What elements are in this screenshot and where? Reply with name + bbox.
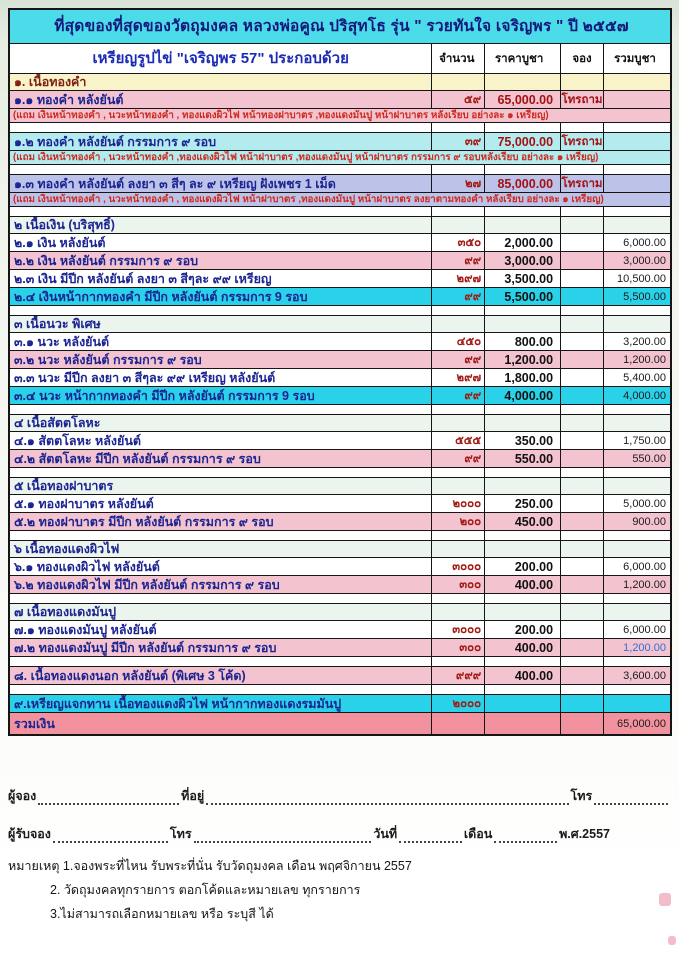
item-total: 550.00	[632, 453, 666, 465]
spacer-row	[10, 593, 670, 603]
item-qty: ๓๙	[432, 133, 485, 150]
pink-smudge-mark	[668, 936, 676, 945]
item-row	[10, 694, 670, 712]
bonus-note: (แถม เงินหน้าทองคำ , นวะหน้าทองคำ , ทองแดงผิวไฟ หน้าฝาบาตร ,ทองแดงมันปู หน้าฝาบาตร ลงยาตามทองคำ หลังเรียบ อย่างละ ๑ เหรียญ)	[13, 194, 604, 205]
item-qty: ๒๙๗	[432, 270, 485, 287]
orderer-line	[8, 786, 670, 806]
column-header-price: ราคาบูชา	[485, 44, 561, 73]
item-qty: ๒๙๗	[432, 369, 485, 386]
item-row	[10, 557, 670, 575]
section-row	[10, 315, 670, 332]
item-desc: ๒.๑ เงิน หลังยันต์	[10, 234, 432, 251]
item-price: 200.00	[485, 621, 561, 638]
note-row	[10, 192, 670, 206]
grand-total-value: 65,000.00	[617, 718, 666, 730]
receiver-line	[8, 824, 670, 844]
item-row	[10, 174, 670, 192]
item-row	[10, 350, 670, 368]
item-row	[10, 575, 670, 593]
receiver-phone-fill-line	[194, 828, 372, 843]
item-row	[10, 233, 670, 251]
item-price: 2,000.00	[485, 234, 561, 251]
item-price: 250.00	[485, 495, 561, 512]
item-qty: ๒๐๐๐	[432, 695, 485, 712]
grand-total-label: รวมเงิน	[10, 713, 432, 734]
item-reserve	[561, 333, 604, 350]
item-row	[10, 90, 670, 108]
section-title: ๒ เนื้อเงิน (บริสุทธิ์)	[10, 217, 432, 233]
column-header-reserve: จอง	[561, 44, 604, 73]
section-title: ๖ เนื้อทองแดงผิวไฟ	[10, 541, 432, 557]
item-total	[604, 175, 670, 192]
item-qty: ๕๕๕	[432, 432, 485, 449]
item-desc: ๔.๑ สัตตโลหะ หลังยันต์	[10, 432, 432, 449]
item-qty: ๓๕๐	[432, 234, 485, 251]
item-qty: ๔๕๐	[432, 333, 485, 350]
item-total: 6,000.00	[623, 561, 666, 573]
item-qty: ๓๐๐	[432, 576, 485, 593]
item-reserve: โทรถาม	[561, 91, 604, 108]
item-row	[10, 494, 670, 512]
item-reserve: โทรถาม	[561, 133, 604, 150]
item-total	[604, 695, 670, 712]
item-reserve	[561, 621, 604, 638]
item-qty: ๙๙	[432, 252, 485, 269]
item-reserve	[561, 558, 604, 575]
item-reserve	[561, 369, 604, 386]
item-qty: ๓๐๐	[432, 639, 485, 656]
item-price: 3,000.00	[485, 252, 561, 269]
form-title-bar	[10, 10, 670, 43]
item-reserve	[561, 432, 604, 449]
item-price: 200.00	[485, 558, 561, 575]
note-row	[10, 108, 670, 122]
item-reserve	[561, 450, 604, 467]
item-row	[10, 132, 670, 150]
item-price: 400.00	[485, 667, 561, 684]
item-desc: ๙.เหรียญแจกทาน เนื้อทองแดงผิวไฟ หน้ากากทองแดงรมมันปู	[10, 695, 432, 712]
item-total: 6,000.00	[623, 624, 666, 636]
item-desc: ๓.๓ นวะ มีปีก ลงยา ๓ สีๆละ ๙๙ เหรียญ หลังยันต์	[10, 369, 432, 386]
month-label: เดือน	[463, 827, 493, 841]
column-header-total: รวมบูชา	[614, 53, 656, 65]
item-qty: ๙๙	[432, 387, 485, 404]
column-header-qty: จำนวน	[432, 44, 485, 73]
item-desc: ๘. เนื้อทองแดงนอก หลังยันต์ (พิเศษ 3 โค้ด)	[10, 667, 432, 684]
item-desc: ๑.๒ ทองคำ หลังยันต์ กรรมการ ๙ รอบ	[10, 133, 432, 150]
note-row	[10, 150, 670, 164]
column-header-product: เหรียญรูปไข่ "เจริญพร 57" ประกอบด้วย	[10, 44, 432, 73]
item-desc: ๖.๑ ทองแดงผิวไฟ หลังยันต์	[10, 558, 432, 575]
table-header-row	[10, 43, 670, 73]
item-row	[10, 666, 670, 684]
date-fill-line	[399, 828, 462, 843]
item-reserve	[561, 576, 604, 593]
item-total: 5,500.00	[623, 291, 666, 303]
item-total: 900.00	[632, 516, 666, 528]
item-desc: ๕.๑ ทองฝาบาตร หลังยันต์	[10, 495, 432, 512]
item-price: 75,000.00	[485, 133, 561, 150]
spacer-row	[10, 656, 670, 666]
item-reserve	[561, 270, 604, 287]
item-qty: ๒๐๐๐	[432, 495, 485, 512]
item-reserve	[561, 667, 604, 684]
orderer-label: ผู้จอง	[8, 789, 37, 803]
item-reserve	[561, 351, 604, 368]
item-total: 3,200.00	[623, 336, 666, 348]
phone-label: โทร	[570, 789, 593, 803]
item-price: 65,000.00	[485, 91, 561, 108]
order-form-table	[8, 8, 672, 736]
item-desc: ๖.๒ ทองแดงผิวไฟ มีปีก หลังยันต์ กรรมการ ๙ รอบ	[10, 576, 432, 593]
item-reserve	[561, 695, 604, 712]
spacer-row	[10, 206, 670, 216]
remark-1: หมายเหตุ 1.จองพระที่ไหน รับพระที่นั่น รับวัดถุมงคล เดือน พฤศจิกายน 2557	[8, 859, 412, 873]
item-row	[10, 620, 670, 638]
spacer-row	[10, 164, 670, 174]
item-price	[485, 695, 561, 712]
item-desc: ๓.๔ นวะ หน้ากากทองคำ มีปีก หลังยันต์ กรรมการ 9 รอบ	[10, 387, 432, 404]
item-qty: ๒๐๐	[432, 513, 485, 530]
item-qty: ๙๙	[432, 288, 485, 305]
item-total: 3,000.00	[623, 255, 666, 267]
item-desc: ๒.๒ เงิน หลังยันต์ กรรมการ ๙ รอบ	[10, 252, 432, 269]
spacer-row	[10, 467, 670, 477]
item-total: 10,500.00	[617, 273, 666, 285]
pink-smudge-mark	[659, 893, 671, 906]
item-desc: ๒.๔ เงินหน้ากากทองคำ มีปีก หลังยันต์ กรรมการ 9 รอบ	[10, 288, 432, 305]
section-row	[10, 603, 670, 620]
phone-fill-line	[594, 790, 668, 805]
item-desc: ๕.๒ ทองฝาบาตร มีปีก หลังยันต์ กรรมการ ๙ รอบ	[10, 513, 432, 530]
section-title: ๔ เนื้อสัตตโลหะ	[10, 415, 432, 431]
date-label: วันที่	[373, 827, 398, 841]
spacer-row	[10, 305, 670, 315]
section-title: ๗ เนื้อทองแดงมันปู	[10, 604, 432, 620]
item-reserve	[561, 639, 604, 656]
item-qty: ๙๙	[432, 450, 485, 467]
receiver-fill-line	[53, 828, 168, 843]
remark-3: 3.ไม่สามารถเลือกหมายเลข หรือ ระบุสี ได้	[50, 907, 274, 921]
section-row	[10, 477, 670, 494]
item-price: 400.00	[485, 639, 561, 656]
section-title: ๑. เนื้อทองคำ	[10, 74, 432, 90]
item-qty: ๙๙๙	[432, 667, 485, 684]
item-total: 4,000.00	[623, 390, 666, 402]
item-reserve	[561, 387, 604, 404]
item-desc: ๓.๑ นวะ หลังยันต์	[10, 333, 432, 350]
item-row	[10, 638, 670, 656]
item-price: 1,200.00	[485, 351, 561, 368]
item-price: 5,500.00	[485, 288, 561, 305]
section-row	[10, 540, 670, 557]
orderer-fill-line	[38, 790, 179, 805]
item-desc: ๔.๒ สัตตโลหะ มีปีก หลังยันต์ กรรมการ ๙ รอบ	[10, 450, 432, 467]
month-fill-line	[494, 828, 557, 843]
bonus-note: (แถม เงินหน้าทองคำ , นวะหน้าทองคำ , ทองแดงผิวไฟ หน้าทองฝาบาตร ,ทองแดงมันปู หน้าฝาบาตร หลังเรียบ อย่างละ ๑ เหรียญ)	[13, 110, 549, 121]
item-reserve	[561, 234, 604, 251]
item-total: 1,200.00	[623, 642, 666, 654]
item-price: 3,500.00	[485, 270, 561, 287]
spacer-row	[10, 404, 670, 414]
section-title: ๓ เนื้อนวะ พิเศษ	[10, 316, 432, 332]
item-desc: ๓.๒ นวะ หลังยันต์ กรรมการ ๙ รอบ	[10, 351, 432, 368]
item-qty: ๕๙	[432, 91, 485, 108]
item-qty: ๒๗	[432, 175, 485, 192]
spacer-row	[10, 684, 670, 694]
item-row	[10, 431, 670, 449]
item-qty: ๓๐๐๐	[432, 558, 485, 575]
item-reserve	[561, 288, 604, 305]
address-label: ที่อยู่	[181, 789, 205, 803]
item-total: 1,200.00	[623, 579, 666, 591]
item-desc: ๗.๒ ทองแดงมันปู มีปีก หลังยันต์ กรรมการ ๙ รอบ	[10, 639, 432, 656]
item-price: 350.00	[485, 432, 561, 449]
item-price: 550.00	[485, 450, 561, 467]
item-total: 5,400.00	[623, 372, 666, 384]
item-row	[10, 269, 670, 287]
item-desc: ๒.๓ เงิน มีปีก หลังยันต์ ลงยา ๓ สีๆละ ๙๙ เหรียญ	[10, 270, 432, 287]
item-row	[10, 287, 670, 305]
item-row	[10, 332, 670, 350]
item-total: 1,750.00	[623, 435, 666, 447]
spacer-row	[10, 122, 670, 132]
item-total	[604, 133, 670, 150]
item-reserve	[561, 513, 604, 530]
section-row	[10, 414, 670, 431]
item-row	[10, 251, 670, 269]
receiver-phone-label: โทร	[169, 827, 192, 841]
item-qty: ๙๙	[432, 351, 485, 368]
spacer-row	[10, 530, 670, 540]
item-reserve	[561, 495, 604, 512]
year-label: พ.ศ.2557	[559, 827, 610, 841]
item-reserve: โทรถาม	[561, 175, 604, 192]
section-row	[10, 73, 670, 90]
item-price: 85,000.00	[485, 175, 561, 192]
bonus-note: (แถม เงินหน้าทองคำ , นวะหน้าทองคำ ,ทองแดงผิวไฟ หน้าฝาบาตร ,ทองแดงมันปู หน้าฝาบาตร กรรมการ ๙ รอบหลังเรียบ อย่างละ ๑ เหรียญ)	[13, 152, 599, 163]
item-row	[10, 512, 670, 530]
form-title: ที่สุดของที่สุดของวัตถุมงคล หลวงพ่อคูณ ปริสุทโธ รุ่น " รวยทันใจ เจริญพร " ปี ๒๕๕๗	[54, 18, 629, 35]
item-qty: ๓๐๐๐	[432, 621, 485, 638]
item-row	[10, 368, 670, 386]
item-row	[10, 449, 670, 467]
item-total: 3,600.00	[623, 670, 666, 682]
item-total	[604, 91, 670, 108]
remarks	[8, 854, 670, 926]
remark-2: 2. วัดถุมงคลทุกรายการ ตอกโค้ดและหมายเลข ทุกรายการ	[50, 883, 361, 897]
grand-total-row	[10, 712, 670, 734]
item-total: 5,000.00	[623, 498, 666, 510]
receiver-label: ผู้รับจอง	[8, 827, 51, 841]
item-price: 450.00	[485, 513, 561, 530]
address-fill-line	[206, 790, 568, 805]
item-price: 4,000.00	[485, 387, 561, 404]
item-price: 1,800.00	[485, 369, 561, 386]
item-desc: ๗.๑ ทองแดงมันปู หลังยันต์	[10, 621, 432, 638]
item-row	[10, 386, 670, 404]
item-reserve	[561, 252, 604, 269]
section-title: ๕ เนื้อทองฝาบาตร	[10, 478, 432, 494]
item-desc: ๑.๓ ทองคำ หลังยันต์ ลงยา ๓ สีๆ ละ ๙ เหรียญ ฝังเพชร 1 เม็ด	[10, 175, 432, 192]
item-total: 1,200.00	[623, 354, 666, 366]
footer	[8, 786, 670, 926]
item-price: 400.00	[485, 576, 561, 593]
item-desc: ๑.๑ ทองคำ หลังยันต์	[10, 91, 432, 108]
item-total: 6,000.00	[623, 237, 666, 249]
section-row	[10, 216, 670, 233]
item-price: 800.00	[485, 333, 561, 350]
